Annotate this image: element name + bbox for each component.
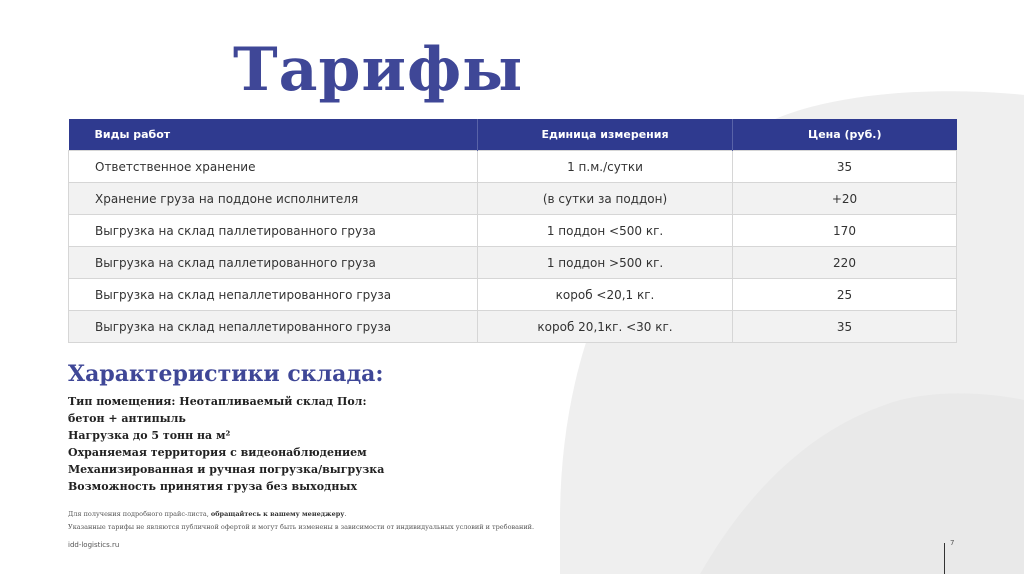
cell-unit: (в сутки за поддон) (478, 183, 733, 215)
feature-item: Тип помещения: Неотапливаемый склад Пол: бетон + антипыль (68, 395, 367, 425)
cell-price: 220 (733, 247, 957, 279)
cell-unit: короб <20,1 кг. (478, 279, 733, 311)
cell-work-type: Выгрузка на склад непаллетированного груза (69, 279, 478, 311)
pricelist-note-manager: обращайтесь к вашему менеджеру (210, 510, 345, 518)
warehouse-features-title: Характеристики склада: (68, 361, 384, 387)
disclaimer-note: Указанные тарифы не являются публичной офертой и могут быть изменены в зависимости от индивидуальных условий и требований. (68, 523, 535, 531)
cell-unit: короб 20,1кг. <30 кг. (478, 311, 733, 343)
cell-work-type: Ответственное хранение (69, 151, 478, 183)
pricelist-note-end: . (344, 510, 347, 518)
cell-work-type: Выгрузка на склад паллетированного груза (69, 215, 478, 247)
table-row (69, 151, 957, 183)
table-row (69, 183, 957, 215)
cell-price: 35 (733, 151, 957, 183)
feature-item: Механизированная и ручная погрузка/выгрузка (68, 463, 385, 476)
page-divider (944, 543, 945, 574)
cell-unit: 1 поддон <500 кг. (478, 215, 733, 247)
pricelist-note-text: Для получения подробного прайс-листа, (68, 510, 211, 518)
cell-price: 170 (733, 215, 957, 247)
page-number: 7 (950, 539, 955, 547)
feature-item: Нагрузка до 5 тонн на м² (68, 429, 231, 442)
table-row (69, 279, 957, 311)
cell-work-type: Выгрузка на склад паллетированного груза (69, 247, 478, 279)
table-header-row (69, 119, 957, 151)
tariffs-table (68, 119, 957, 343)
table-row (69, 311, 957, 343)
feature-item: Охраняемая территория с видеонаблюдением (68, 446, 367, 459)
cell-price: 35 (733, 311, 957, 343)
cell-price: +20 (733, 183, 957, 215)
cell-unit: 1 п.м./сутки (478, 151, 733, 183)
cell-unit: 1 поддон >500 кг. (478, 247, 733, 279)
cell-work-type: Выгрузка на склад непаллетированного груза (69, 311, 478, 343)
page-title: Тарифы (233, 35, 524, 105)
table-row (69, 215, 957, 247)
footer-website: idd-logistics.ru (68, 541, 120, 549)
feature-item: Возможность принятия груза без выходных (68, 480, 358, 493)
column-header-unit: Единица измерения (478, 119, 733, 151)
cell-work-type: Хранение груза на поддоне исполнителя (69, 183, 478, 215)
column-header-work-type: Виды работ (69, 119, 478, 151)
column-header-price: Цена (руб.) (733, 119, 957, 151)
warehouse-features-list (68, 393, 398, 495)
cell-price: 25 (733, 279, 957, 311)
pricelist-note (68, 510, 347, 518)
table-row (69, 247, 957, 279)
